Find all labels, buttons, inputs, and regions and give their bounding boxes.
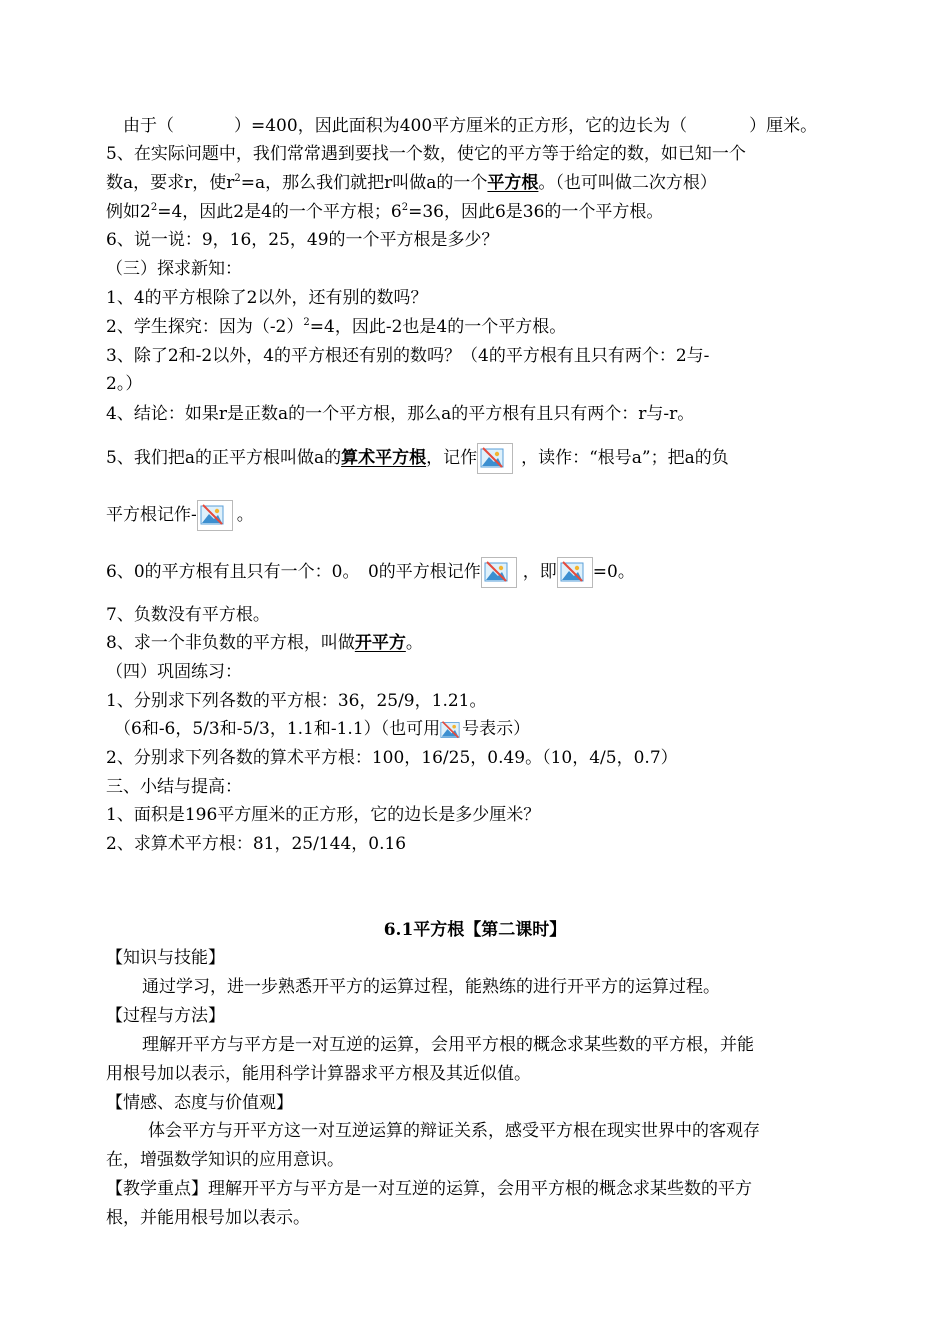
text-segment: ，读作：“根号a”；把a的负 xyxy=(521,448,729,468)
superscript: 2 xyxy=(150,202,158,213)
term-square-root: 平方根 xyxy=(487,173,539,193)
text-segment: =4，因此2是4的一个平方根；6 xyxy=(157,202,402,222)
text-line xyxy=(106,443,729,474)
broken-image-icon xyxy=(477,443,513,474)
section-heading: 【知识与技能】 xyxy=(106,948,225,968)
text-line: 2、分别求下列各数的算术平方根：100，16/25，0.49。（10，4/5，0.7） xyxy=(106,748,678,768)
text-segment: 平方根记作- xyxy=(106,505,197,525)
text-line: 1、4的平方根除了2以外，还有别的数吗？ xyxy=(106,288,428,308)
text-segment: ，记作 xyxy=(426,448,478,468)
paragraph xyxy=(106,1178,752,1200)
superscript: 2 xyxy=(303,317,310,328)
text-line: 4、结论：如果r是正数a的一个平方根，那么a的平方根有且只有两个：r与-r。 xyxy=(106,404,695,424)
text-segment: ，即 xyxy=(522,562,557,582)
superscript: 2 xyxy=(401,202,409,213)
paragraph: 根，并能用根号加以表示。 xyxy=(106,1208,310,1228)
text-line: 7、负数没有平方根。 xyxy=(106,605,270,625)
text-line xyxy=(106,201,663,223)
text-line xyxy=(106,500,254,531)
text-line xyxy=(106,172,717,194)
lesson-title: 6.1平方根【第二课时】 xyxy=(383,920,567,940)
section-heading: （三）探求新知： xyxy=(106,259,242,279)
text-segment: 数a，要求r，使r xyxy=(106,173,235,193)
text-line: 5、在实际问题中，我们常常遇到要找一个数，使它的平方等于给定的数，如已知一个 xyxy=(106,144,746,164)
section-heading: 【教学重点】 xyxy=(106,1179,208,1199)
text-segment: 6、0的平方根有且只有一个：0。 0的平方根记作 xyxy=(106,562,481,582)
term-arithmetic-square-root: 算术平方根 xyxy=(341,448,427,468)
text-segment: 号表示） xyxy=(462,719,531,739)
text-line: 6、说一说：9，16，25，49的一个平方根是多少？ xyxy=(106,230,499,250)
section-heading: 三、小结与提高： xyxy=(106,777,242,797)
text-segment: 。 xyxy=(405,633,423,653)
text-segment: =4，因此-2也是4的一个平方根。 xyxy=(309,317,567,337)
section-heading: （四）巩固练习： xyxy=(106,662,242,682)
superscript: 2 xyxy=(234,173,241,184)
text-segment: =0。 xyxy=(592,562,635,582)
broken-image-icon xyxy=(440,719,462,741)
text-segment: 例如2 xyxy=(106,202,151,222)
text-line: 1、分别求下列各数的平方根：36，25/9，1.21。 xyxy=(106,691,487,711)
text-segment: ）厘米。 xyxy=(749,116,818,136)
section-heading: 【过程与方法】 xyxy=(106,1006,225,1026)
text-line xyxy=(106,316,566,338)
broken-image-icon xyxy=(197,500,233,531)
text-segment: =36，因此6是36的一个平方根。 xyxy=(408,202,664,222)
text-segment: 。（也可叫做二次方根） xyxy=(538,173,717,193)
section-heading: 【情感、态度与价值观】 xyxy=(106,1093,293,1113)
broken-image-icon xyxy=(481,557,517,588)
paragraph: 用根号加以表示，能用科学计算器求平方根及其近似值。 xyxy=(106,1064,531,1084)
paragraph: 理解开平方与平方是一对互逆的运算，会用平方根的概念求某些数的平方根，并能 xyxy=(142,1035,754,1055)
text-line xyxy=(106,632,423,654)
text-segment: ）=400，因此面积为400平方厘米的正方形，它的边长为（ xyxy=(234,116,688,136)
text-line: 2、求算术平方根：81，25/144，0.16 xyxy=(106,834,407,854)
term-extract-root: 开平方 xyxy=(354,633,406,653)
text-segment: 2、学生探究：因为（-2） xyxy=(106,317,304,337)
text-segment: （6和-6，5/3和-5/3，1.1和-1.1）（也可用 xyxy=(114,719,441,739)
text-segment: 。 xyxy=(236,505,254,525)
paragraph: 体会平方与开平方这一对互逆运算的辩证关系，感受平方根在现实世界中的客观存 xyxy=(148,1121,760,1141)
text-segment: =a，那么我们就把r叫做a的一个 xyxy=(240,173,488,193)
text-line: 3、除了2和-2以外，4的平方根还有别的数吗？（4的平方根有且只有两个：2与- xyxy=(106,346,710,366)
text-line xyxy=(106,557,635,588)
paragraph: 通过学习，进一步熟悉开平方的运算过程，能熟练的进行开平方的运算过程。 xyxy=(142,977,720,997)
text-segment: 理解开平方与平方是一对互逆的运算，会用平方根的概念求某些数的平方 xyxy=(208,1179,752,1199)
text-segment: 8、求一个非负数的平方根，叫做 xyxy=(106,633,355,653)
broken-image-icon xyxy=(557,557,593,588)
text-segment: 5、我们把a的正平方根叫做a的 xyxy=(106,448,342,468)
text-line: 1、面积是196平方厘米的正方形，它的边长是多少厘米？ xyxy=(106,805,541,825)
text-line xyxy=(114,718,530,741)
text-segment: 由于（ xyxy=(123,116,174,136)
text-line xyxy=(123,115,817,137)
text-line: 2。） xyxy=(106,374,143,394)
paragraph: 在，增强数学知识的应用意识。 xyxy=(106,1150,344,1170)
